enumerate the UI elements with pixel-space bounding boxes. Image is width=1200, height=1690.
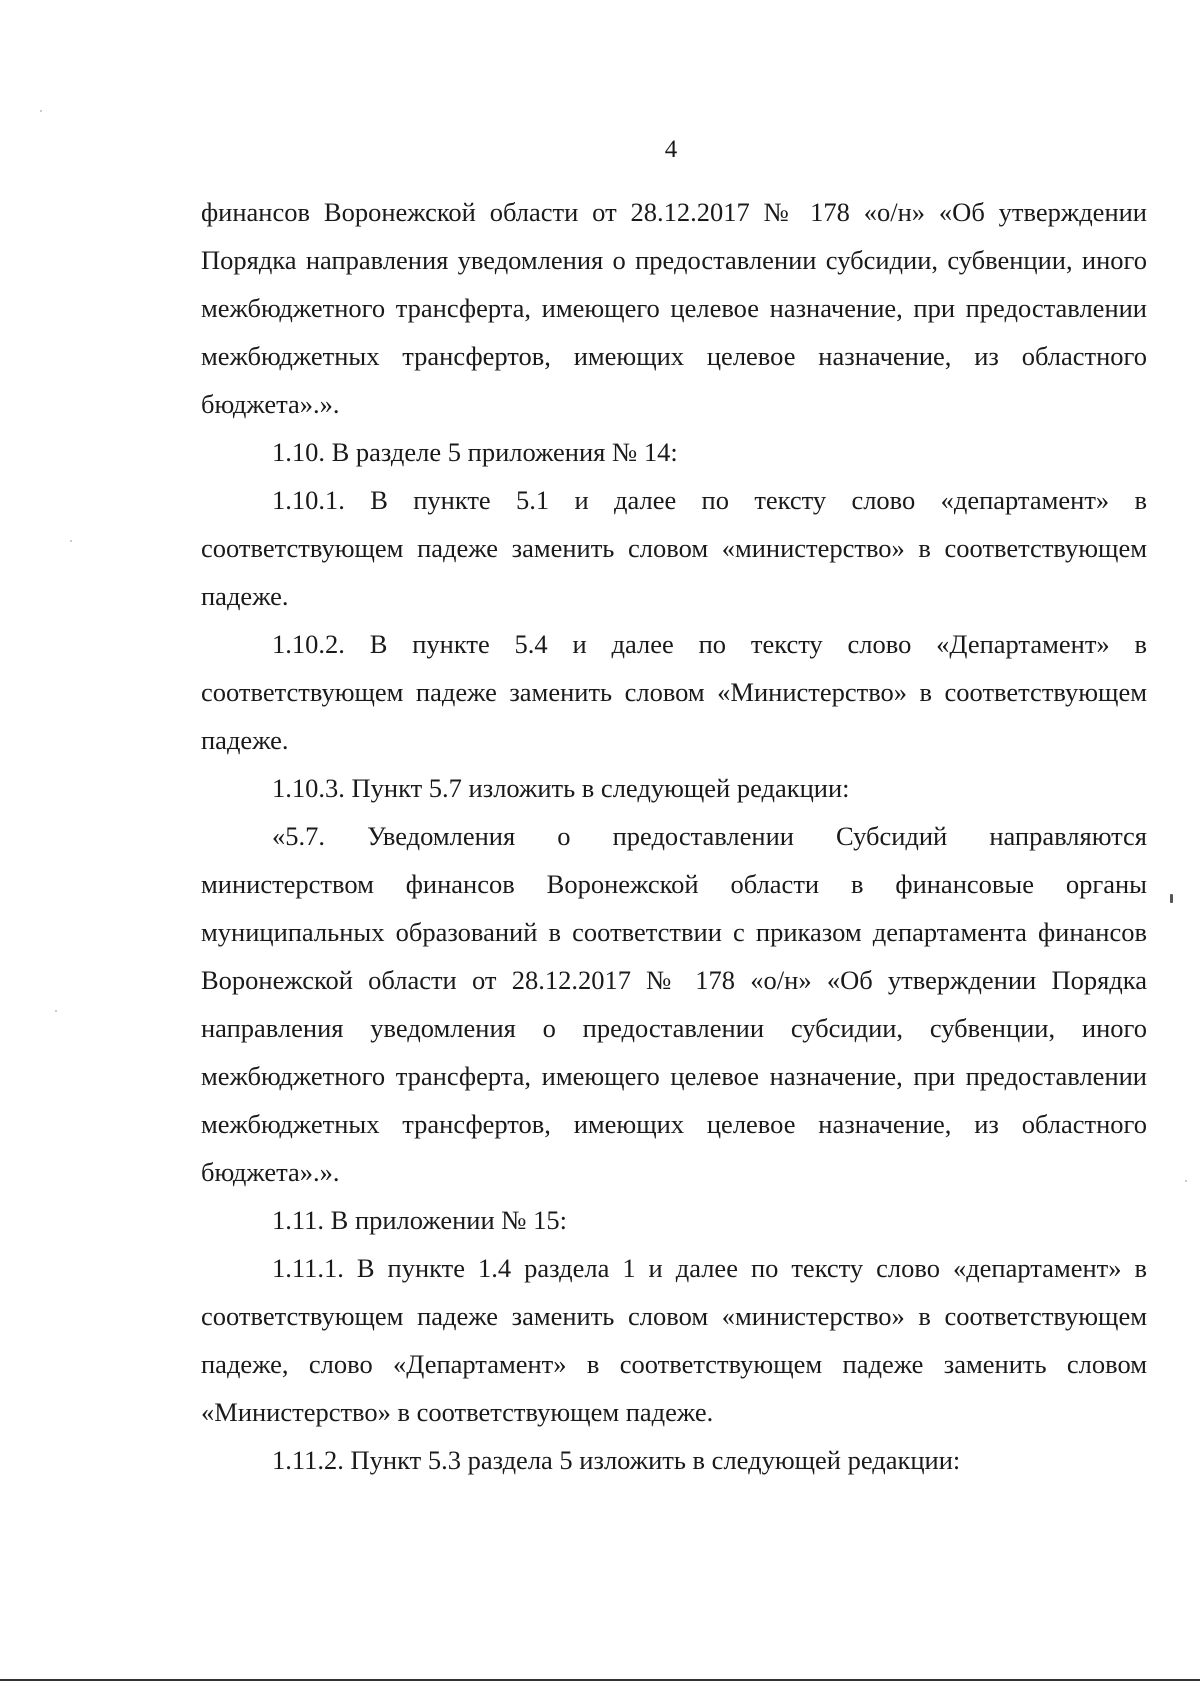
paragraph-1-11-1: 1.11.1. В пункте 1.4 раздела 1 и далее по тексту слово «департамент» в соответствующем падеже заменить словом «министерство» в соответствующем падеже, слово «Департамент» в соответствующем падеже заменить словом «Министерство» в соответствующем падеже. — [201, 1253, 1147, 1427]
paragraph-1-11: 1.11. В приложении № 15: — [272, 1205, 568, 1235]
paragraph-1-10-2: 1.10.2. В пункте 5.4 и далее по тексту слово «Департамент» в соответствующем падеже заменить словом «Министерство» в соответствующем падеже. — [201, 629, 1147, 755]
scan-speck — [1170, 894, 1173, 903]
paragraph-1-10: 1.10. В разделе 5 приложения № 14: — [272, 437, 678, 467]
paragraph-1-10-3: 1.10.3. Пункт 5.7 изложить в следующей редакции: — [272, 773, 850, 803]
paragraph-1-10-1: 1.10.1. В пункте 5.1 и далее по тексту слово «департамент» в соответствующем падеже заменить словом «министерство» в соответствующем падеже. — [201, 485, 1147, 611]
paragraph-5-7-quote: «5.7. Уведомления о предоставлении Субсидий направляются министерством финансов Воронежской области в финансовые органы муниципальных образований в соответствии с приказом департамента финансов Воронежской области от 28.12.2017 № 178 «о/н» «Об утверждении Порядка направления уведомления о предоставлении субсидии, субвенции, иного межбюджетного трансферта, имеющего целевое назначение, при предоставлении межбюджетных трансфертов, имеющих целевое назначение, из областного бюджета».». — [201, 821, 1147, 1187]
scan-speck — [1185, 1180, 1187, 1182]
scan-speck — [40, 110, 42, 112]
scan-speck — [55, 1010, 57, 1012]
paragraph-1-11-2: 1.11.2. Пункт 5.3 раздела 5 изложить в следующей редакции: — [272, 1445, 961, 1475]
page-number: 4 — [664, 136, 678, 163]
document-body — [201, 188, 1147, 1484]
scan-speck — [70, 540, 72, 542]
scan-edge-line — [0, 1679, 1200, 1681]
paragraph-continuation: финансов Воронежской области от 28.12.2017 № 178 «о/н» «Об утверждении Порядка направления уведомления о предоставлении субсидии, субвенции, иного межбюджетного трансферта, имеющего целевое назначение, при предоставлении межбюджетных трансфертов, имеющих целевое назначение, из областного бюджета».». — [201, 197, 1147, 419]
